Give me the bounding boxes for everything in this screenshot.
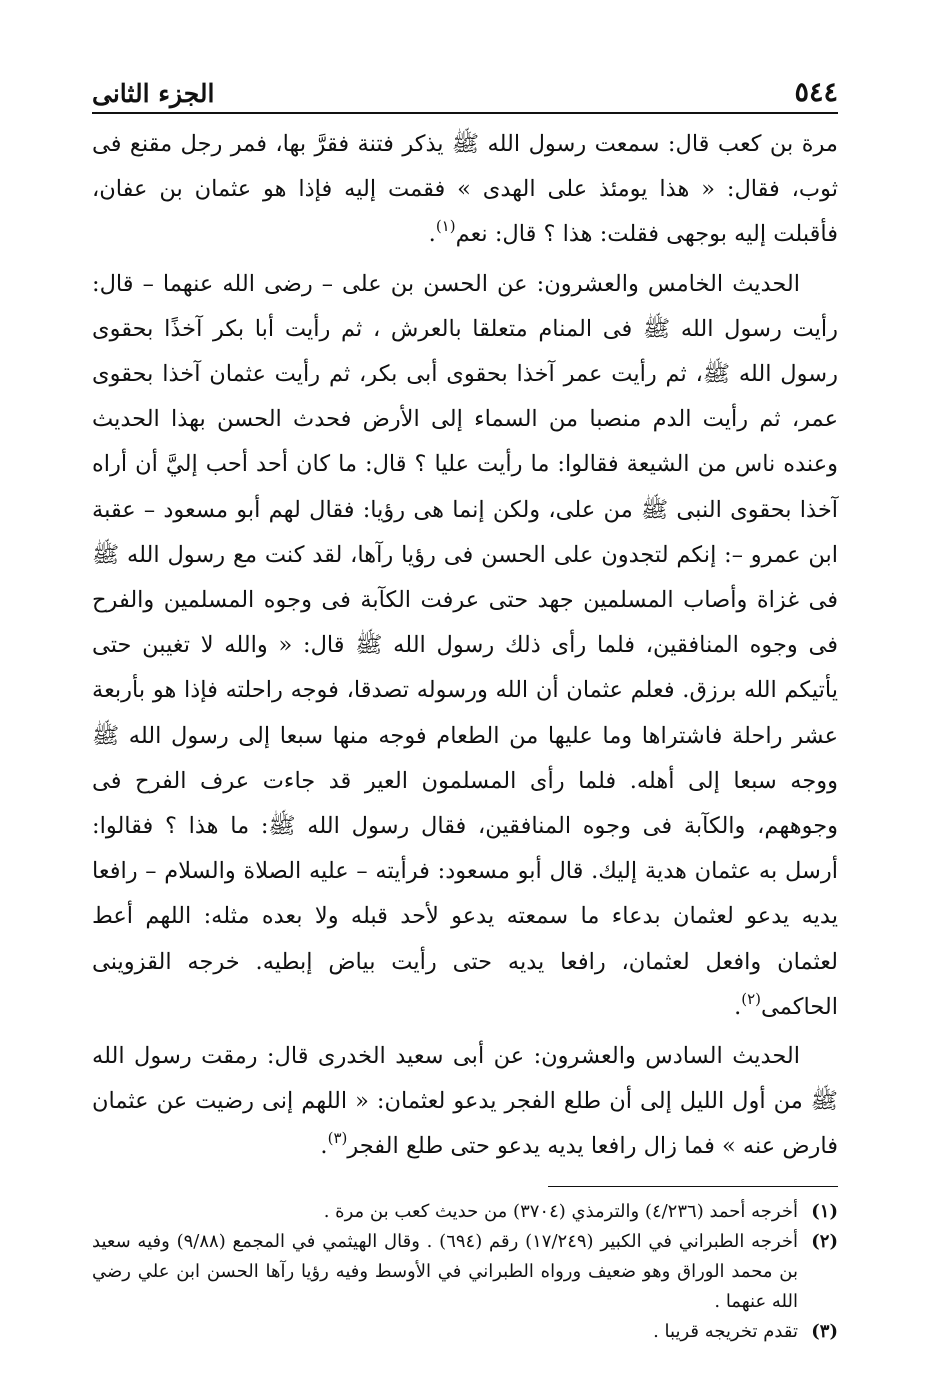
footnote-mark: (٣) — [811, 1320, 838, 1342]
main-text — [92, 122, 838, 1170]
footnote-ref-1: (١) — [435, 217, 456, 236]
footnote-3 — [92, 1317, 838, 1347]
paragraph-end: . — [428, 221, 436, 248]
page-number: ٥٤٤ — [794, 77, 838, 108]
footnote-mark: (١) — [811, 1200, 838, 1222]
part-title: الجزء الثانى — [92, 79, 215, 108]
paragraph-hadith-26 — [92, 1034, 838, 1170]
footnote-text: تقدم تخريجه قريبا . — [653, 1320, 798, 1342]
paragraph-end: . — [734, 993, 742, 1020]
footnote-2 — [92, 1227, 838, 1317]
paragraph-continuation — [92, 122, 838, 258]
footnote-ref-3: (٣) — [327, 1129, 348, 1148]
paragraph-text: الحديث الخامس والعشرون: عن الحسن بن على – رضى الله عنهما – قال: رأيت رسول الله ﷺ فى المنام متعلقا بالعرش ، ثم رأيت أبا بكر آخذًا بحقوى رسول الله ﷺ، ثم رأيت عمر آخذا بحقوى أبى بكر، ثم رأيت عثمان آخذا بحقوى عمر، ثم رأيت الدم منصبا من السماء إلى الأرض فحدث الحسن بهذا الحديث وعنده ناس من الشيعة فقالوا: ما رأيت عليا ؟ قال: ما كان أحد أحب إليَّ أن أراه آخذا بحقوى النبى ﷺ من على، ولكن إنما هى رؤيا: فقال لهم أبو مسعود – عقبة ابن عمرو –: إنكم لتجدون على الحسن فى رؤيا رآها، لقد كنت مع رسول الله ﷺ فى غزاة وأصاب المسلمين جهد حتى عرفت الكآبة فى وجوه المسلمين والفرح فى وجوه المنافقين، فلما رأى ذلك رسول الله ﷺ قال: « والله لا تغيبن حتى يأتيكم الله برزق. فعلم عثمان أن الله ورسوله تصدقا، فوجه راحلته فإذا هو بأربعة عشر راحلة فاشتراها وما عليها من الطعام فوجه منها سبعا إلى رسول الله ﷺ ووجه سبعا إلى أهله. فلما رأى المسلمون العير قد جاءت عرف الفرح فى وجوههم، والكآبة فى وجوه المنافقين، فقال رسول الله ﷺ: ما هذا ؟ فقالوا: أرسل به عثمان هدية إليك. قال أبو مسعود: فرأيته – عليه الصلاة والسلام – رافعا يديه يدعو لعثمان بدعاء ما سمعته يدعو لأحد قبله ولا بعده مثله: اللهم أعط لعثمان وافعل لعثمان، رافعا يديه حتى رأيت بياض إبطيه. خرجه القزوينى الحاكمى — [92, 270, 838, 1020]
paragraph-end: . — [320, 1133, 328, 1160]
paragraph-text: الحديث السادس والعشرون: عن أبى سعيد الخدرى قال: رمقت رسول الله ﷺ من أول الليل إلى أن طلع الفجر يدعو لعثمان: « اللهم إنى رضيت عن عثمان فارض عنه » فما زال رافعا يديه يدعو حتى طلع الفجر — [92, 1043, 838, 1160]
book-page — [92, 68, 838, 1347]
footnote-text: أخرجه أحمد (٤/٢٣٦) والترمذي (٣٧٠٤) من حديث كعب بن مرة . — [323, 1200, 798, 1222]
footnote-ref-2: (٢) — [741, 989, 762, 1008]
footnote-separator — [548, 1186, 838, 1187]
footnote-mark: (٢) — [811, 1230, 838, 1252]
footnote-text: أخرجه الطبراني في الكبير (١٧/٢٤٩) رقم (٦٩٤) . وقال الهيثمي في المجمع (٩/٨٨) وفيه سعيد بن محمد الوراق وهو ضعيف ورواه الطبراني في الأوسط وفيه رؤيا رآها الحسن ابن علي رضي الله عنهما . — [92, 1230, 799, 1312]
running-header — [92, 68, 838, 114]
footnotes — [92, 1197, 838, 1347]
footnote-1 — [92, 1197, 838, 1227]
paragraph-text: مرة بن كعب قال: سمعت رسول الله ﷺ يذكر فتنة فقرَّ بها، فمر رجل مقنع فى ثوب، فقال: « هذا يومئذ على الهدى » فقمت إليه فإذا هو عثمان بن عفان، فأقبلت إليه بوجهى فقلت: هذا ؟ قال: نعم — [92, 131, 838, 248]
paragraph-hadith-25 — [92, 262, 838, 1030]
